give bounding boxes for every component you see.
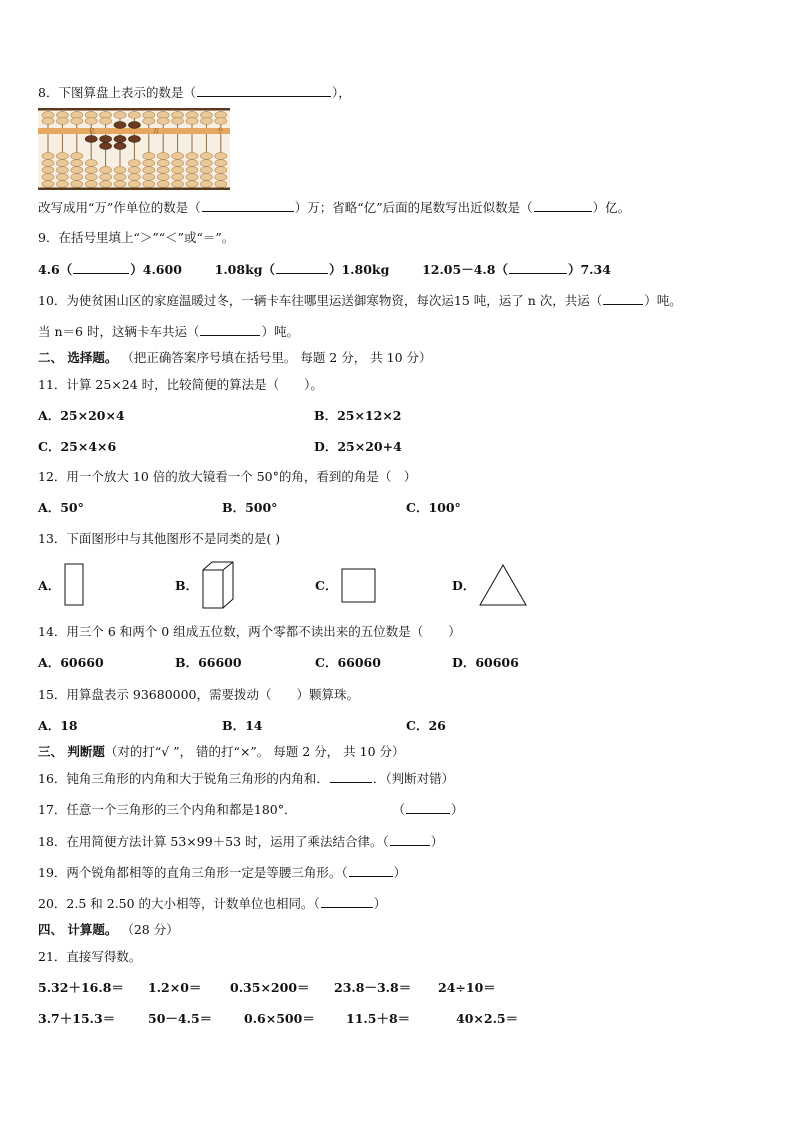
abacus-bead [143, 181, 155, 188]
abacus-bead [114, 122, 126, 129]
question-12-prompt: 12．用一个放大 10 倍的放大镜看一个 50°的角，看到的角是（ ） [38, 469, 417, 484]
question-11-prompt: 11．计算 25×24 时，比较简便的算法是（ ）。 [38, 377, 323, 392]
abacus-bead [100, 136, 112, 143]
answer-blank[interactable] [406, 801, 450, 814]
section-4-heading: 四、 计算题。 （28 分） [38, 922, 179, 937]
abacus-bead [186, 167, 198, 174]
abacus-bead [186, 118, 198, 125]
abacus-bead [157, 118, 169, 125]
question-15-option-c[interactable]: C．26 [406, 718, 446, 733]
abacus-bead [128, 174, 140, 181]
question-9-prompt: 9．在括号里填上“＞”“＜”或“＝”。 [38, 230, 235, 245]
abacus-bead [114, 143, 126, 150]
answer-blank[interactable] [509, 261, 567, 274]
calc-item: 1.2×0＝ [148, 980, 202, 995]
calc-item: 5.32＋16.8＝ [38, 980, 124, 995]
question-12-option-b[interactable]: B．500° [222, 500, 278, 515]
abacus-bead [128, 181, 140, 188]
question-13-option-b[interactable]: B． [175, 578, 199, 593]
abacus-bead [215, 181, 227, 188]
abacus-beam [38, 128, 230, 134]
question-11-option-b[interactable]: B．25×12×2 [314, 408, 402, 423]
abacus-bead [71, 181, 83, 188]
abacus-bead [42, 118, 54, 125]
square-shape [341, 568, 377, 604]
abacus-bead [172, 118, 184, 125]
question-19: 19．两个锐角都相等的直角三角形一定是等腰三角形。（ ） [38, 865, 407, 880]
calc-item: 0.6×500＝ [244, 1011, 315, 1026]
abacus-bead [85, 181, 97, 188]
question-21-prompt: 21．直接写得数。 [38, 949, 142, 964]
answer-blank[interactable] [202, 199, 294, 212]
abacus-bead [42, 167, 54, 174]
question-12-option-a[interactable]: A．50° [38, 500, 84, 515]
question-9-items: 4.6（ ）4.600 1.08kg（ ）1.80kg 12.05－4.8（ ）7.34 [38, 262, 611, 277]
question-12-option-c[interactable]: C．100° [406, 500, 461, 515]
abacus-bead [85, 174, 97, 181]
abacus-bead [42, 174, 54, 181]
answer-blank[interactable] [330, 770, 372, 783]
question-8-rewrite: 改写成用“万”作单位的数是（ ）万；省略“亿”后面的尾数写出近似数是（ ）亿。 [38, 200, 631, 215]
question-8-prompt: 8．下图算盘上表示的数是（ ）， [38, 85, 351, 100]
abacus-bead [128, 122, 140, 129]
abacus-bead [114, 136, 126, 143]
abacus-bead [71, 160, 83, 167]
abacus-bead [172, 181, 184, 188]
question-17: 17．任意一个三角形的三个内角和都是180°． （ ） [38, 802, 464, 817]
abacus-bead [143, 174, 155, 181]
calc-item: 23.8－3.8＝ [334, 980, 412, 995]
answer-blank[interactable] [321, 895, 373, 908]
question-15-prompt: 15．用算盘表示 93680000，需要拨动（ ）颗算珠。 [38, 687, 360, 702]
abacus-bead [157, 174, 169, 181]
abacus-bead [56, 160, 68, 167]
abacus-bead [85, 136, 97, 143]
question-15-option-a[interactable]: A．18 [38, 718, 78, 733]
abacus-bead [85, 118, 97, 125]
abacus-bead [71, 118, 83, 125]
question-14-option-b[interactable]: B．66600 [175, 655, 242, 670]
question-20: 20．2.5 和 2.50 的大小相等，计数单位也相同。（ ） [38, 896, 387, 911]
question-18: 18．在用简便方法计算 53×99＋53 时，运用了乘法结合律。（ ） [38, 834, 444, 849]
abacus-bead [186, 153, 198, 160]
abacus-bead [186, 174, 198, 181]
abacus-bead [143, 153, 155, 160]
calc-item: 40×2.5＝ [456, 1011, 519, 1026]
question-14-prompt: 14．用三个 6 和两个 0 组成五位数，两个零都不读出来的五位数是（ ） [38, 624, 461, 639]
abacus-bead [56, 181, 68, 188]
abacus-bead [114, 112, 126, 119]
cuboid-shape [202, 561, 234, 609]
answer-blank[interactable] [534, 199, 592, 212]
calc-item: 3.7＋15.3＝ [38, 1011, 116, 1026]
abacus-bead [215, 174, 227, 181]
abacus-bead [128, 136, 140, 143]
abacus-bead [56, 167, 68, 174]
abacus-bead [172, 174, 184, 181]
abacus-bead [143, 118, 155, 125]
abacus-bead [71, 153, 83, 160]
abacus-bead [114, 181, 126, 188]
abacus-bead [100, 143, 112, 150]
abacus-bead [71, 174, 83, 181]
answer-blank[interactable] [390, 833, 430, 846]
abacus-bead [172, 153, 184, 160]
calc-item: 50－4.5＝ [148, 1011, 213, 1026]
abacus-bead [186, 160, 198, 167]
question-10-line2: 当 n＝6 时，这辆卡车共运（ ）吨。 [38, 324, 299, 339]
abacus-bead [157, 153, 169, 160]
abacus-bead [128, 160, 140, 167]
answer-blank[interactable] [197, 84, 331, 97]
abacus-bead [56, 174, 68, 181]
section-3-heading: 三、 判断题（对的打“√ ”， 错的打“×”。 每题 2 分， 共 10 分） [38, 744, 405, 759]
abacus-bead [85, 167, 97, 174]
rod-label-ge: 个 [216, 128, 224, 135]
question-13-prompt: 13．下面图形中与其他图形不是同类的是( ) [38, 531, 281, 546]
section-2-heading: 二、 选择题。 （把正确答案序号填在括号里。 每题 2 分， 共 10 分） [38, 350, 432, 365]
abacus-bead [157, 167, 169, 174]
abacus-bead [71, 167, 83, 174]
question-14-option-d[interactable]: D．60606 [452, 655, 519, 670]
abacus-bead [143, 160, 155, 167]
question-10-line1: 10．为使贫困山区的家庭温暖过冬，一辆卡车往哪里运送御寒物资，每次运15 吨，运了 n 次，共运（ ）吨。 [38, 293, 682, 308]
question-11-option-a[interactable]: A．25×20×4 [38, 408, 125, 423]
answer-blank[interactable] [200, 323, 260, 336]
question-11-option-c[interactable]: C．25×4×6 [38, 439, 117, 454]
abacus-bead [100, 167, 112, 174]
abacus-bead [42, 181, 54, 188]
answer-blank[interactable] [603, 292, 643, 305]
rod-label-wan: 万 [152, 128, 160, 135]
abacus-bead [200, 118, 212, 125]
question-13-option-d[interactable]: D． [452, 578, 476, 593]
abacus-bead [215, 167, 227, 174]
question-13-option-c[interactable]: C． [315, 578, 338, 593]
abacus-bead [200, 174, 212, 181]
abacus-bead [128, 112, 140, 119]
abacus-bead [42, 153, 54, 160]
question-15-option-b[interactable]: B．14 [222, 718, 263, 733]
question-14-option-a[interactable]: A．60660 [38, 655, 104, 670]
abacus-bead [85, 160, 97, 167]
rod-label-yi: 亿 [88, 128, 96, 135]
abacus-bead [215, 153, 227, 160]
calc-item: 24÷10＝ [438, 980, 496, 995]
abacus-bead [172, 160, 184, 167]
abacus-bead [143, 167, 155, 174]
abacus-bead [100, 118, 112, 125]
question-11-option-d[interactable]: D．25×20+4 [314, 439, 402, 454]
abacus-bead [186, 181, 198, 188]
abacus-bead [157, 160, 169, 167]
question-13-option-a[interactable]: A． [38, 578, 61, 593]
abacus-bead [200, 160, 212, 167]
question-16: 16．钝角三角形的内角和大于锐角三角形的内角和． ．（判断对错） [38, 771, 455, 786]
abacus-bead [114, 167, 126, 174]
abacus-bead [200, 181, 212, 188]
abacus-bead [128, 167, 140, 174]
abacus-image [38, 108, 230, 190]
abacus-bead [172, 167, 184, 174]
abacus-bead [200, 167, 212, 174]
answer-blank[interactable] [73, 261, 129, 274]
rectangle-shape [64, 563, 84, 607]
abacus-bead [200, 153, 212, 160]
calc-item: 0.35×200＝ [230, 980, 310, 995]
answer-blank[interactable] [349, 864, 393, 877]
abacus-bead [157, 181, 169, 188]
abacus-bead [114, 174, 126, 181]
abacus-bead [56, 118, 68, 125]
abacus-bead [100, 174, 112, 181]
abacus-bead [56, 153, 68, 160]
triangle-shape [478, 563, 528, 607]
answer-blank[interactable] [276, 261, 328, 274]
calc-item: 11.5＋8＝ [346, 1011, 411, 1026]
abacus-bead [215, 160, 227, 167]
abacus-bead [42, 160, 54, 167]
abacus-bead [100, 181, 112, 188]
abacus-bead [215, 118, 227, 125]
question-14-option-c[interactable]: C．66060 [315, 655, 381, 670]
